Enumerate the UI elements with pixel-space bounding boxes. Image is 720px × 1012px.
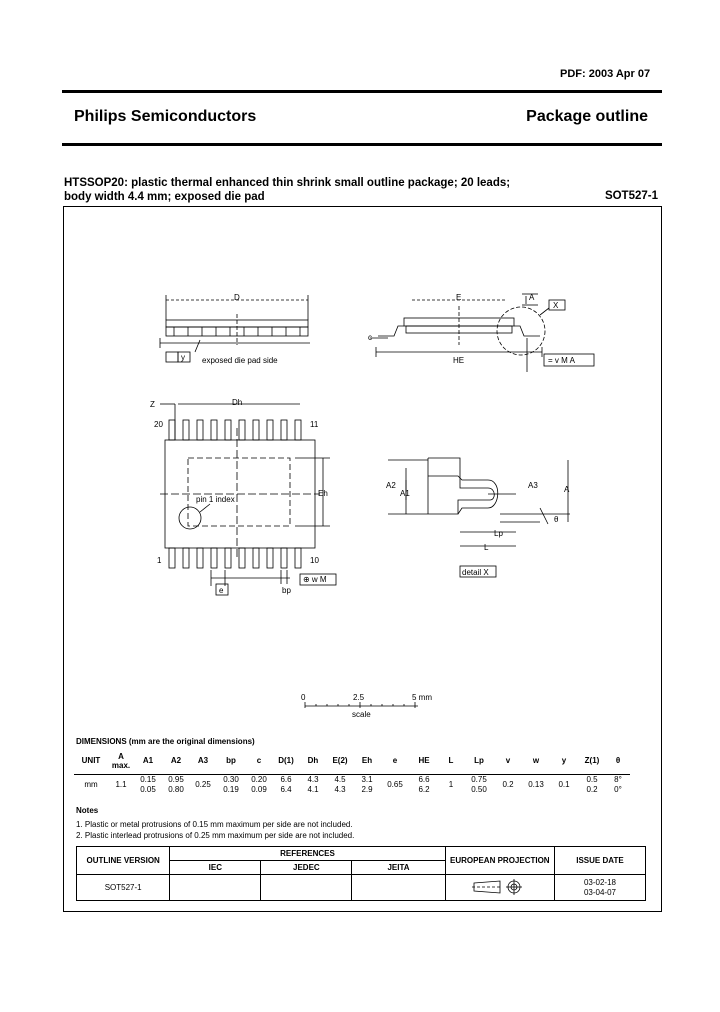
iec-value bbox=[170, 875, 261, 901]
section-title: Package outline bbox=[526, 108, 648, 125]
header-e: e bbox=[380, 748, 410, 774]
scale-tick-5mm: 5 mm bbox=[412, 693, 432, 702]
jedec-value bbox=[261, 875, 352, 901]
header-bp: bp bbox=[216, 748, 246, 774]
header-w: w bbox=[522, 748, 550, 774]
theta-value: 8° 0° bbox=[614, 774, 622, 794]
w-value: 0.13 bbox=[528, 780, 544, 789]
header-v: v bbox=[494, 748, 522, 774]
package-code: SOT527-1 bbox=[604, 190, 658, 202]
issue-date-1: 03-02-18 bbox=[583, 877, 616, 887]
header-Lp: Lp bbox=[464, 748, 494, 774]
header-y: y bbox=[550, 748, 578, 774]
package-title-line2: body width 4.4 mm; exposed die pad bbox=[64, 191, 265, 203]
label-A: A bbox=[564, 485, 570, 494]
Eh-value: 3.1 2.9 bbox=[361, 774, 373, 794]
dimensions-table bbox=[74, 748, 630, 795]
header-E: E(2) bbox=[326, 748, 354, 774]
label-X: X bbox=[553, 301, 559, 310]
package-title-line1: HTSSOP20: plastic thermal enhanced thin shrink small outline package; 20 leads; bbox=[64, 177, 511, 189]
label-c: c bbox=[368, 333, 372, 342]
scale-label: scale bbox=[352, 710, 371, 719]
header-L: L bbox=[438, 748, 464, 774]
label-pin1-index: pin 1 index bbox=[196, 495, 235, 504]
european-projection-header: EUROPEAN PROJECTION bbox=[445, 847, 554, 875]
dimensions-data-row bbox=[74, 774, 630, 795]
header-Dh: Dh bbox=[300, 748, 326, 774]
references-header: REFERENCES bbox=[170, 847, 445, 861]
E-value: 4.5 4.3 bbox=[334, 774, 346, 794]
Lp-value: 0.75 0.50 bbox=[471, 774, 487, 794]
scale-tick-2-5: 2.5 bbox=[353, 693, 365, 702]
scale-tick-0: 0 bbox=[301, 693, 306, 702]
dimensions-title: DIMENSIONS (mm are the original dimensions) bbox=[76, 737, 255, 746]
projection-symbol bbox=[445, 875, 554, 901]
label-A3: A3 bbox=[528, 481, 538, 490]
bp-value: 0.30 0.19 bbox=[223, 774, 239, 794]
label-Dh: Dh bbox=[232, 398, 243, 407]
note-2: 2. Plastic interlead protrusions of 0.25 mm maximum per side are not included. bbox=[76, 831, 355, 840]
Dh-value: 4.3 4.1 bbox=[307, 774, 319, 794]
outline-version-header: OUTLINE VERSION bbox=[77, 847, 170, 875]
A2-value: 0.95 0.80 bbox=[168, 774, 184, 794]
label-detail-x: detail X bbox=[462, 568, 489, 577]
header-D: D(1) bbox=[272, 748, 300, 774]
company-name: Philips Semiconductors bbox=[74, 108, 257, 125]
pdf-date: PDF: 2003 Apr 07 bbox=[560, 68, 651, 80]
label-A-datum: A bbox=[529, 293, 535, 302]
label-A1: A1 bbox=[400, 489, 410, 498]
notes-title: Notes bbox=[76, 806, 99, 815]
header-HE: HE bbox=[410, 748, 438, 774]
y-value: 0.1 bbox=[558, 780, 570, 789]
label-L: L bbox=[484, 543, 489, 552]
top-view bbox=[160, 404, 336, 595]
label-D: D bbox=[234, 293, 240, 302]
header-Eh: Eh bbox=[354, 748, 380, 774]
v-value: 0.2 bbox=[502, 780, 514, 789]
label-A2: A2 bbox=[386, 481, 396, 490]
Z-value: 0.5 0.2 bbox=[586, 774, 598, 794]
jeita-value bbox=[352, 875, 445, 901]
header-c: c bbox=[246, 748, 272, 774]
side-view bbox=[160, 295, 310, 362]
label-exposed-die-pad-side: exposed die pad side bbox=[202, 356, 278, 365]
label-HE: HE bbox=[453, 356, 465, 365]
label-pin1: 1 bbox=[157, 556, 162, 565]
label-E: E bbox=[456, 293, 462, 302]
issue-date-2: 03-04-07 bbox=[583, 887, 616, 897]
A1-value: 0.15 0.05 bbox=[140, 774, 156, 794]
label-e: e bbox=[219, 586, 224, 595]
header-A2: A2 bbox=[162, 748, 190, 774]
label-Z: Z bbox=[150, 400, 155, 409]
label-v-M-A: = v M A bbox=[548, 356, 575, 365]
issue-dates bbox=[554, 875, 645, 901]
header-Z: Z(1) bbox=[578, 748, 606, 774]
HE-value: 6.6 6.2 bbox=[418, 774, 430, 794]
label-Lp: Lp bbox=[494, 529, 503, 538]
header-A3: A3 bbox=[190, 748, 216, 774]
jeita-header: JEITA bbox=[352, 861, 445, 875]
header-A1: A1 bbox=[134, 748, 162, 774]
D-value: 6.6 6.4 bbox=[280, 774, 292, 794]
dimensions-header-row bbox=[74, 748, 630, 774]
header-unit: UNIT bbox=[74, 748, 108, 774]
c-value: 0.20 0.09 bbox=[251, 774, 267, 794]
label-pin11: 11 bbox=[310, 420, 319, 429]
note-1: 1. Plastic or metal protrusions of 0.15 mm maximum per side are not included. bbox=[76, 820, 353, 829]
label-pin20: 20 bbox=[154, 420, 163, 429]
A3-value: 0.25 bbox=[195, 780, 211, 789]
label-bp: bp bbox=[282, 586, 291, 595]
A-value: 1.1 bbox=[115, 780, 127, 789]
scale-bar bbox=[305, 702, 418, 708]
label-Eh: Eh bbox=[318, 489, 328, 498]
unit-value: mm bbox=[84, 780, 98, 789]
header-A: A max. bbox=[108, 748, 134, 774]
label-theta: θ bbox=[554, 515, 559, 524]
jedec-header: JEDEC bbox=[261, 861, 352, 875]
outline-version-value: SOT527-1 bbox=[77, 875, 170, 901]
references-table bbox=[76, 846, 646, 901]
L-value: 1 bbox=[448, 780, 454, 789]
e-value: 0.65 bbox=[387, 780, 403, 789]
projection-symbol-icon bbox=[470, 877, 530, 897]
detail-x-view bbox=[388, 458, 570, 577]
label-pin10: 10 bbox=[310, 556, 319, 565]
iec-header: IEC bbox=[170, 861, 261, 875]
label-y: y bbox=[181, 353, 185, 362]
header-theta: θ bbox=[606, 748, 630, 774]
label-w-M: ⊕ w M bbox=[303, 575, 327, 584]
issue-date-header: ISSUE DATE bbox=[554, 847, 645, 875]
